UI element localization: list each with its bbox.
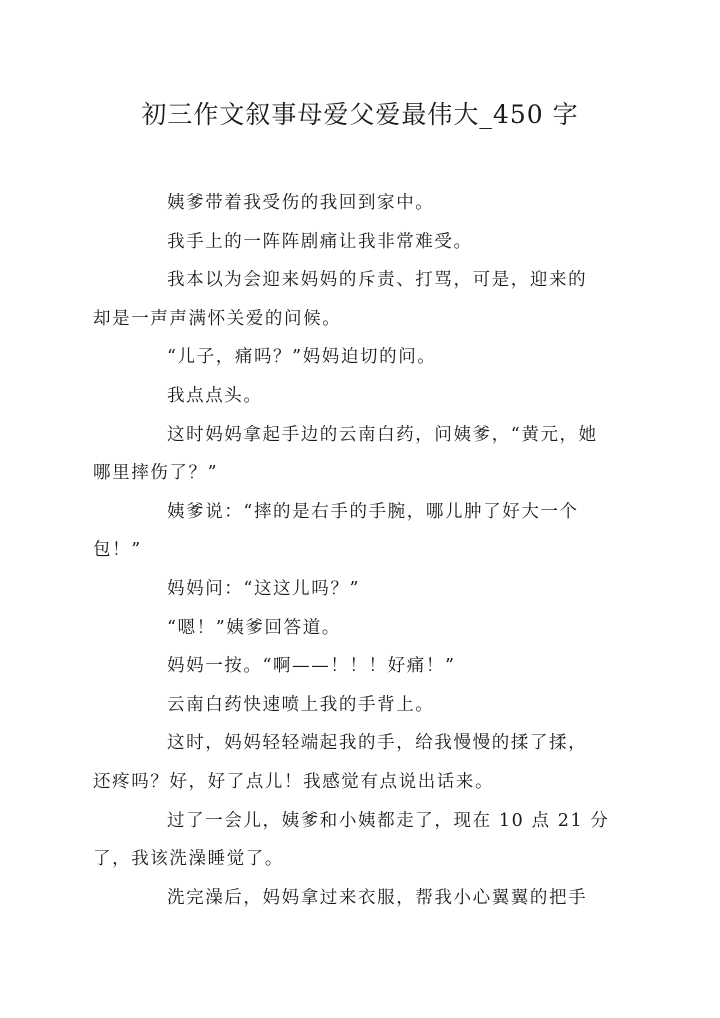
paragraph xyxy=(130,609,610,648)
paragraph xyxy=(93,724,610,801)
paragraph xyxy=(130,184,610,223)
paragraph-line: “儿子，痛吗？”妈妈迫切的问。 xyxy=(167,347,437,368)
paragraph-line: 我点点头。 xyxy=(167,385,263,406)
paragraph-line: 却是一声声满怀关爱的问候。 xyxy=(93,308,342,329)
paragraph-line: 妈妈问：“这这儿吗？” xyxy=(167,578,360,599)
paragraph-line: 洗完澡后，妈妈拿过来衣服，帮我小心翼翼的把手 xyxy=(167,887,588,908)
paragraph-line: 我手上的一阵阵剧痛让我非常难受。 xyxy=(167,231,473,252)
paragraph xyxy=(130,570,610,609)
document-title: 初三作文叙事母爱父爱最伟大_450 字 xyxy=(141,100,579,129)
paragraph xyxy=(130,338,610,377)
paragraph xyxy=(93,416,610,493)
paragraph-line: 哪里摔伤了？” xyxy=(93,463,219,484)
paragraph xyxy=(93,802,610,879)
paragraph-line: 这时，妈妈轻轻端起我的手，给我慢慢的揉了揉， xyxy=(167,733,588,754)
paragraph xyxy=(130,686,610,725)
paragraph xyxy=(130,377,610,416)
paragraph-line: 姨爹说：“摔的是右手的手腕，哪儿肿了好大一个 xyxy=(167,501,579,522)
paragraph xyxy=(130,879,610,918)
paragraph-line: 了，我该洗澡睡觉了。 xyxy=(93,849,284,870)
document-body xyxy=(93,184,610,917)
paragraph xyxy=(93,261,610,338)
paragraph-line: “嗯！”姨爹回答道。 xyxy=(167,617,341,638)
paragraph-line: 我本以为会迎来妈妈的斥责、打骂，可是，迎来的 xyxy=(167,270,588,291)
paragraph-line: 过了一会儿，姨爹和小姨都走了，现在 10 点 21 分 xyxy=(167,810,610,831)
paragraph-line: 包！” xyxy=(93,540,142,561)
paragraph xyxy=(130,223,610,262)
paragraph-line: 妈妈一按。“啊——！！！好痛！” xyxy=(167,656,456,677)
paragraph-line: 还疼吗？好，好了点儿！我感觉有点说出话来。 xyxy=(93,771,495,792)
paragraph-line: 这时妈妈拿起手边的云南白药，问姨爹，“黄元，她 xyxy=(167,424,598,445)
paragraph-line: 云南白药快速喷上我的手背上。 xyxy=(167,694,435,715)
paragraph-line: 姨爹带着我受伤的我回到家中。 xyxy=(167,193,435,213)
paragraph xyxy=(130,647,610,686)
paragraph xyxy=(93,493,610,570)
